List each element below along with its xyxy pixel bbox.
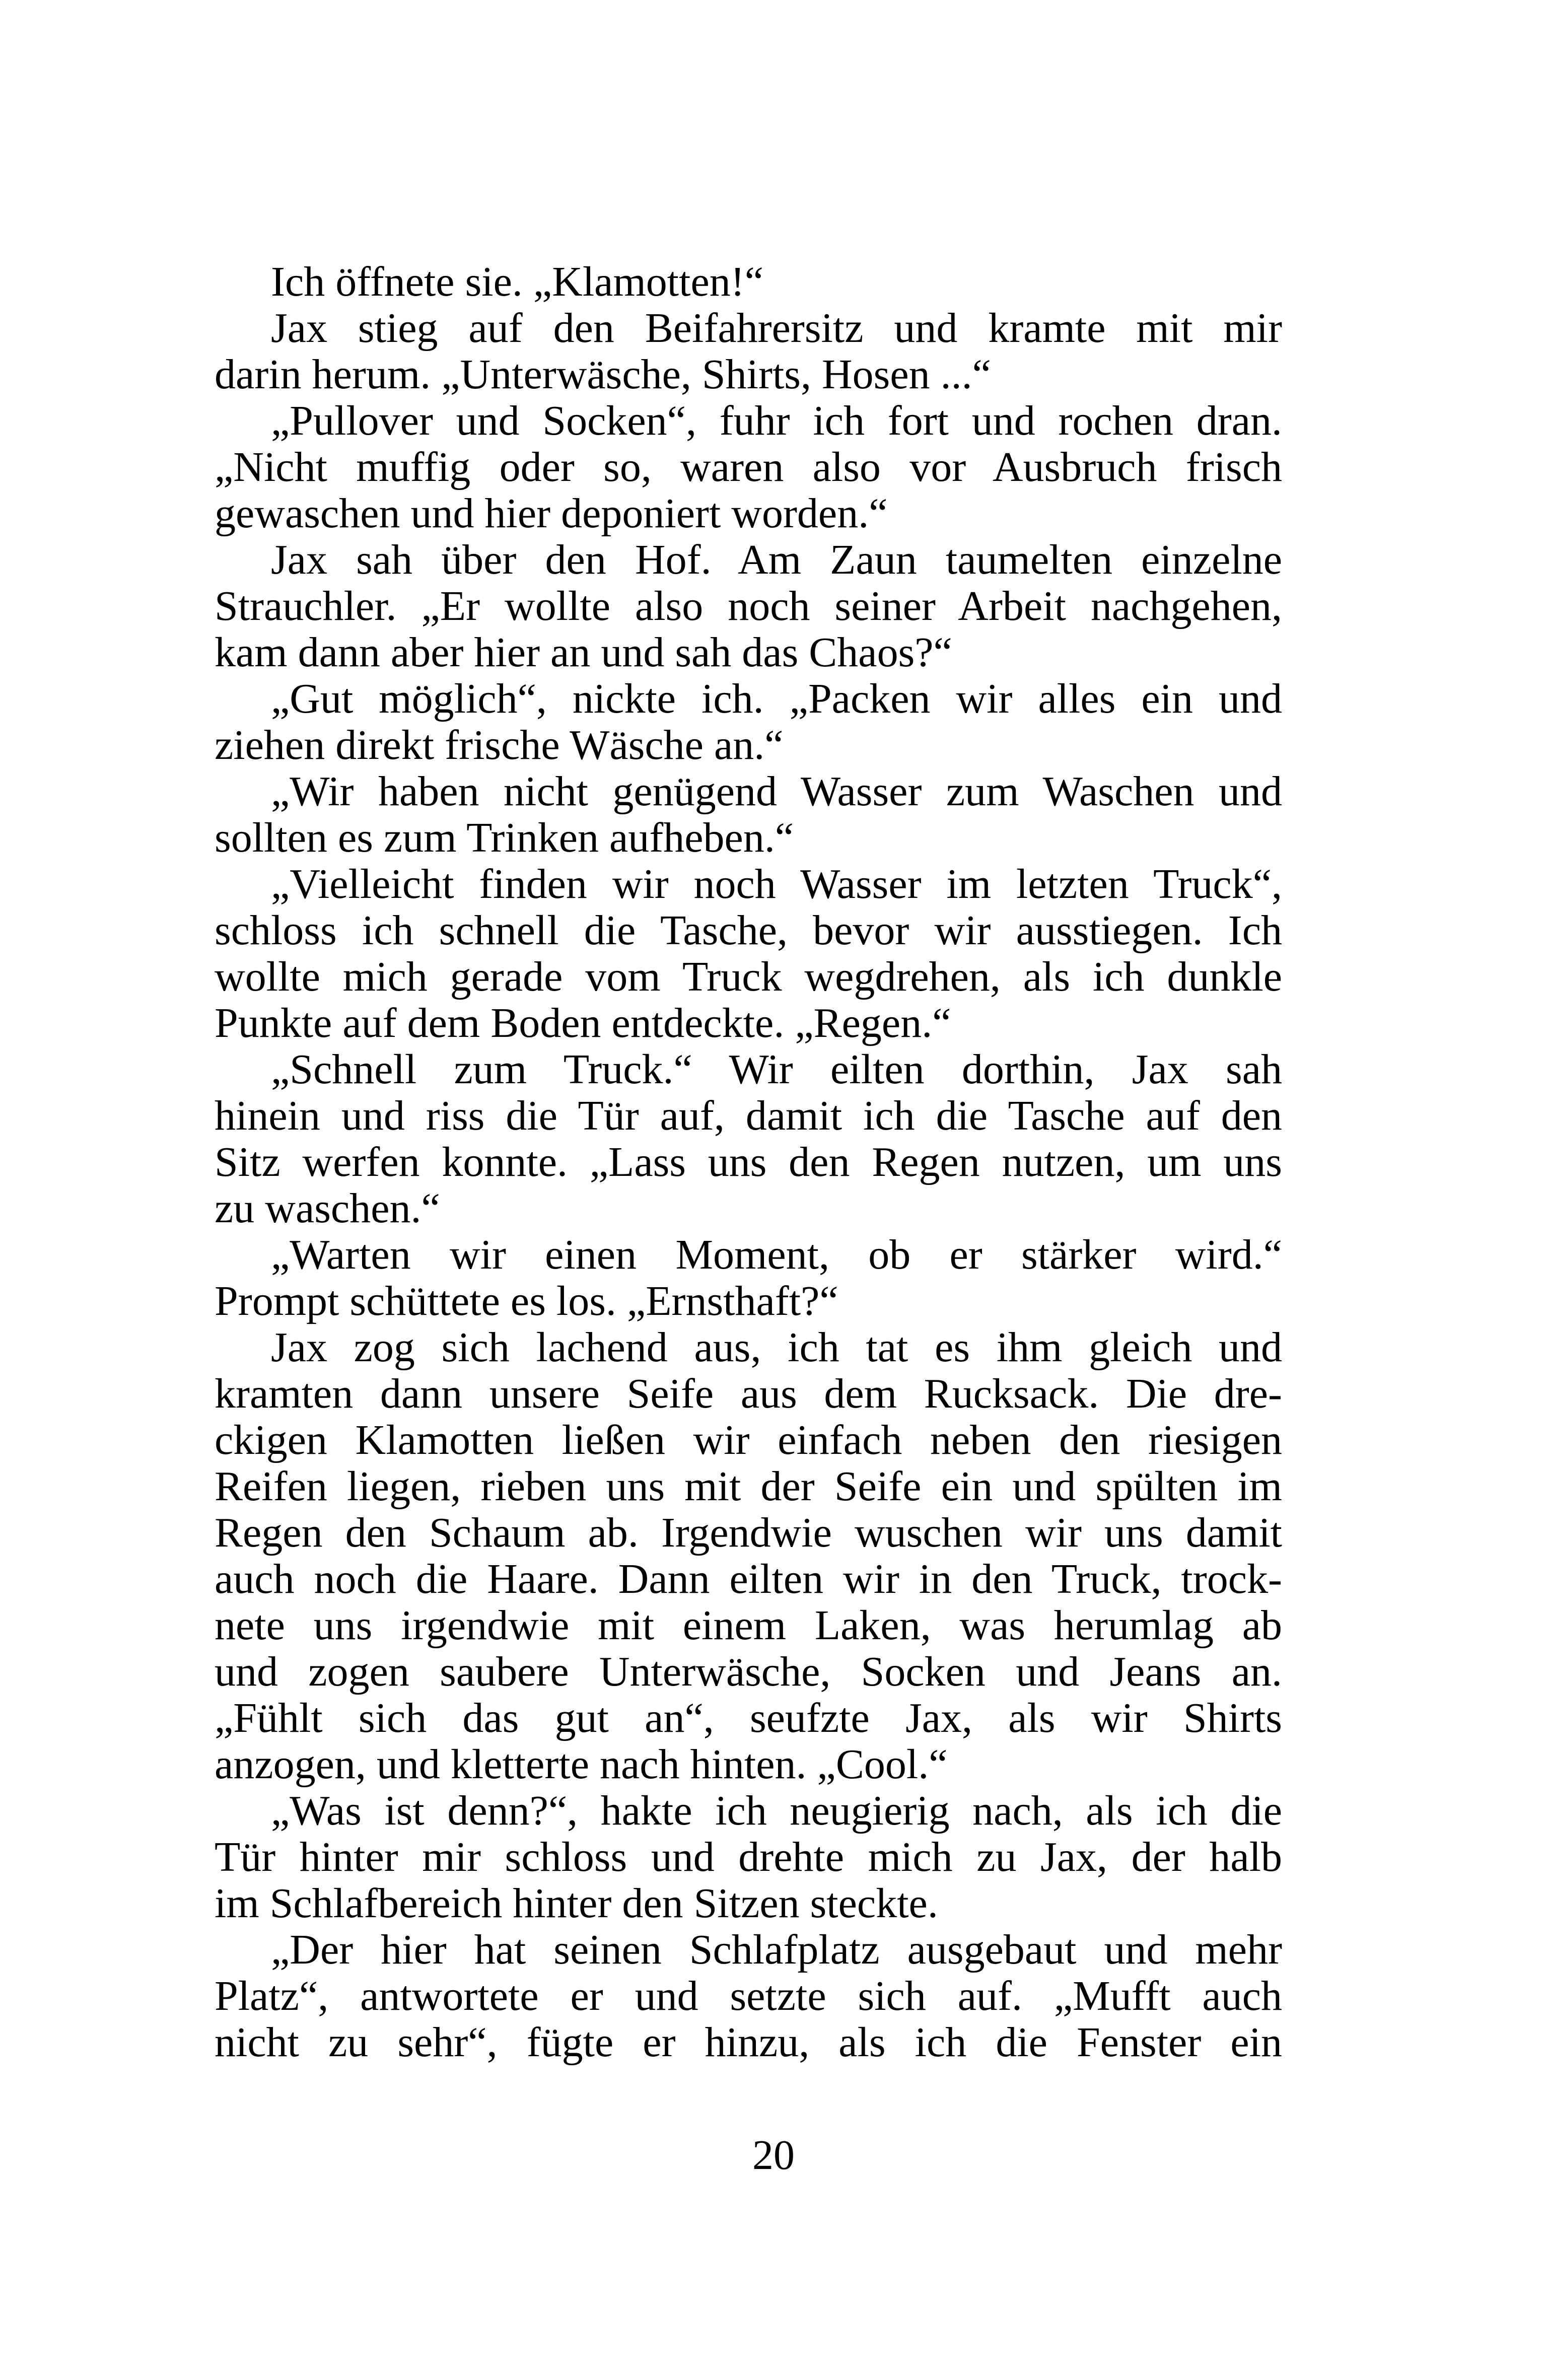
text-line: „Wir haben nicht genügend Wasser zum Waschen und bbox=[271, 768, 1282, 815]
text-line: Sitz werfen konnte. „Lass uns den Regen nutzen, um uns bbox=[215, 1139, 1282, 1185]
text-line: auch noch die Haare. Dann eilten wir in den Truck, trock- bbox=[215, 1556, 1282, 1602]
text-line: hinein und riss die Tür auf, damit ich die Tasche auf den bbox=[215, 1092, 1282, 1139]
text-line: Strauchler. „Er wollte also noch seiner Arbeit nachgehen, bbox=[215, 583, 1282, 629]
text-line: darin herum. „Unterwäsche, Shirts, Hosen ...“ bbox=[215, 351, 991, 398]
text-line: „Pullover und Socken“, fuhr ich fort und rochen dran. bbox=[271, 397, 1282, 444]
text-line: sollten es zum Trinken aufheben.“ bbox=[215, 814, 794, 861]
text-line: nete uns irgendwie mit einem Laken, was herumlag ab bbox=[215, 1602, 1282, 1649]
text-line: Platz“, antwortete er und setzte sich auf. „Mufft auch bbox=[215, 1973, 1282, 2019]
text-line: und zogen saubere Unterwäsche, Socken und Jeans an. bbox=[215, 1648, 1282, 1695]
text-line: „Nicht muffig oder so, waren also vor Ausbruch frisch bbox=[215, 444, 1282, 491]
text-line: „Was ist denn?“, hakte ich neugierig nach, als ich die bbox=[271, 1787, 1282, 1834]
text-line: wollte mich gerade vom Truck wegdrehen, als ich dunkle bbox=[215, 953, 1282, 1000]
text-line: „Fühlt sich das gut an“, seufzte Jax, als wir Shirts bbox=[215, 1695, 1282, 1741]
text-line: Jax zog sich lachend aus, ich tat es ihm gleich und bbox=[271, 1324, 1282, 1371]
text-line: ckigen Klamotten ließen wir einfach neben den riesigen bbox=[215, 1417, 1282, 1463]
text-line: anzogen, und kletterte nach hinten. „Cool.“ bbox=[215, 1741, 948, 1788]
text-line: im Schlafbereich hinter den Sitzen steckte. bbox=[215, 1880, 938, 1927]
text-line: „Warten wir einen Moment, ob er stärker wird.“ bbox=[271, 1231, 1282, 1278]
text-line: Jax stieg auf den Beifahrersitz und kramte mit mir bbox=[271, 305, 1282, 352]
text-line: Punkte auf dem Boden entdeckte. „Regen.“ bbox=[215, 1000, 951, 1046]
text-line: „Der hier hat seinen Schlafplatz ausgebaut und mehr bbox=[271, 1926, 1282, 1973]
text-line: Reifen liegen, rieben uns mit der Seife ein und spülten im bbox=[215, 1463, 1282, 1510]
text-line: ziehen direkt frische Wäsche an.“ bbox=[215, 722, 784, 768]
text-line: gewaschen und hier deponiert worden.“ bbox=[215, 490, 888, 537]
text-line: Tür hinter mir schloss und drehte mich zu Jax, der halb bbox=[215, 1834, 1282, 1880]
text-line: kramten dann unsere Seife aus dem Rucksack. Die dre- bbox=[215, 1370, 1282, 1417]
text-line: Regen den Schaum ab. Irgendwie wuschen wir uns damit bbox=[215, 1509, 1282, 1556]
text-line: Jax sah über den Hof. Am Zaun taumelten einzelne bbox=[271, 536, 1282, 583]
text-line: Ich öffnete sie. „Klamotten!“ bbox=[271, 258, 764, 305]
text-line: nicht zu sehr“, fügte er hinzu, als ich die Fenster ein bbox=[215, 2019, 1282, 2066]
text-line: zu waschen.“ bbox=[215, 1185, 440, 1232]
page-number: 20 bbox=[752, 2132, 795, 2179]
text-line: „Schnell zum Truck.“ Wir eilten dorthin, Jax sah bbox=[271, 1046, 1282, 1093]
text-line: Prompt schüttete es los. „Ernsthaft?“ bbox=[215, 1278, 838, 1324]
text-line: kam dann aber hier an und sah das Chaos?“ bbox=[215, 629, 952, 676]
text-line: „Gut möglich“, nickte ich. „Packen wir alles ein und bbox=[271, 675, 1282, 722]
text-line: „Vielleicht finden wir noch Wasser im letzten Truck“, bbox=[271, 861, 1282, 907]
text-line: schloss ich schnell die Tasche, bevor wir ausstiegen. Ich bbox=[215, 907, 1282, 954]
